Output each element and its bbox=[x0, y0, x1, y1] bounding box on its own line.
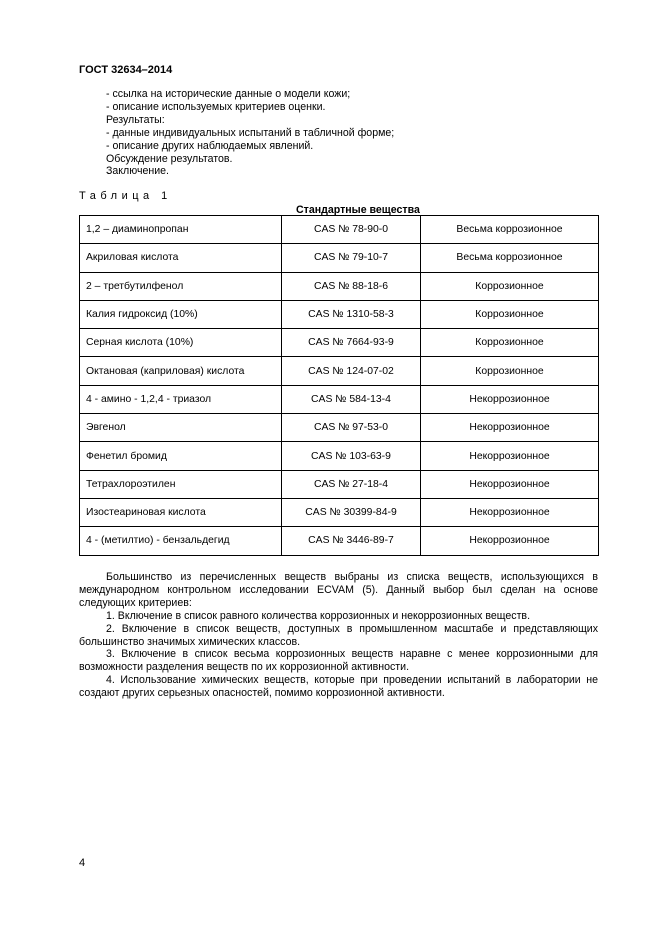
corrosivity-class: Коррозионное bbox=[421, 357, 599, 385]
table-row bbox=[80, 498, 599, 526]
table-row bbox=[80, 470, 599, 498]
table-row bbox=[80, 357, 599, 385]
corrosivity-class: Некоррозионное bbox=[421, 442, 599, 470]
selection-criteria-text bbox=[79, 571, 598, 700]
corrosivity-class: Некоррозионное bbox=[421, 385, 599, 413]
corrosivity-class: Некоррозионное bbox=[421, 527, 599, 555]
corrosivity-class: Некоррозионное bbox=[421, 498, 599, 526]
cas-number: CAS № 3446-89-7 bbox=[282, 527, 421, 555]
cas-number: CAS № 124-07-02 bbox=[282, 357, 421, 385]
cas-number: CAS № 27-18-4 bbox=[282, 470, 421, 498]
paragraph: Большинство из перечисленных веществ выбраны из списка веществ, использующихся в международном контрольном исследовании ECVAM (5). Данный выбор был сделан на основе следующих критериев: bbox=[79, 571, 598, 609]
list-item: - описание других наблюдаемых явлений. bbox=[106, 139, 314, 152]
substance-name: Серная кислота (10%) bbox=[80, 329, 282, 357]
corrosivity-class: Некоррозионное bbox=[421, 414, 599, 442]
substance-name: Эвгенол bbox=[80, 414, 282, 442]
table-row bbox=[80, 527, 599, 555]
table-row bbox=[80, 300, 599, 328]
table-row bbox=[80, 216, 599, 244]
list-item: Заключение. bbox=[106, 165, 169, 178]
corrosivity-class: Коррозионное bbox=[421, 272, 599, 300]
table-row bbox=[80, 329, 599, 357]
paragraph: 4. Использование химических веществ, которые при проведении испытаний в лаборатории не создают других серьезных опасностей, помимо коррозионной активности. bbox=[79, 674, 598, 700]
corrosivity-class: Коррозионное bbox=[421, 329, 599, 357]
cas-number: CAS № 1310-58-3 bbox=[282, 300, 421, 328]
table-row bbox=[80, 244, 599, 272]
substance-name: Октановая (каприловая) кислота bbox=[80, 357, 282, 385]
table-row bbox=[80, 385, 599, 413]
list-item: - описание используемых критериев оценки. bbox=[106, 100, 326, 113]
substance-name: Фенетил бромид bbox=[80, 442, 282, 470]
list-item: - данные индивидуальных испытаний в табличной форме; bbox=[106, 126, 395, 139]
substance-name: Акриловая кислота bbox=[80, 244, 282, 272]
table-row bbox=[80, 272, 599, 300]
cas-number: CAS № 79-10-7 bbox=[282, 244, 421, 272]
table-row bbox=[80, 414, 599, 442]
substance-name: Калия гидроксид (10%) bbox=[80, 300, 282, 328]
list-item: Результаты: bbox=[106, 113, 165, 126]
list-item: - ссылка на исторические данные о модели кожи; bbox=[106, 88, 351, 100]
substance-name: 2 – третбутилфенол bbox=[80, 272, 282, 300]
cas-number: CAS № 30399-84-9 bbox=[282, 498, 421, 526]
paragraph: 2. Включение в список веществ, доступных в промышленном масштабе и представляющих большинство значимых химических классов. bbox=[79, 622, 598, 648]
cas-number: CAS № 584-13-4 bbox=[282, 385, 421, 413]
substance-name: 1,2 – диаминопропан bbox=[80, 216, 282, 244]
reference-substances-table bbox=[79, 215, 599, 556]
document-code-header: ГОСТ 32634–2014 bbox=[79, 64, 173, 76]
page-number: 4 bbox=[79, 857, 86, 869]
cas-number: CAS № 88-18-6 bbox=[282, 272, 421, 300]
substance-name: 4 - (метилтио) - бензальдегид bbox=[80, 527, 282, 555]
corrosivity-class: Некоррозионное bbox=[421, 470, 599, 498]
substance-name: Изостеариновая кислота bbox=[80, 498, 282, 526]
table-caption: Стандартные вещества bbox=[296, 204, 420, 216]
corrosivity-class: Коррозионное bbox=[421, 300, 599, 328]
cas-number: CAS № 97-53-0 bbox=[282, 414, 421, 442]
list-item: Обсуждение результатов. bbox=[106, 152, 233, 165]
table-label: Таблица 1 bbox=[79, 190, 172, 202]
substance-name: Тетрахлороэтилен bbox=[80, 470, 282, 498]
table-row bbox=[80, 442, 599, 470]
cas-number: CAS № 7664-93-9 bbox=[282, 329, 421, 357]
paragraph: 3. Включение в список весьма коррозионных веществ наравне с менее коррозионными для возможности разделения веществ по их коррозионной активности. bbox=[79, 648, 598, 674]
cas-number: CAS № 103-63-9 bbox=[282, 442, 421, 470]
report-contents-list bbox=[106, 88, 586, 178]
substance-name: 4 - амино - 1,2,4 - триазол bbox=[80, 385, 282, 413]
cas-number: CAS № 78-90-0 bbox=[282, 216, 421, 244]
paragraph: 1. Включение в список равного количества коррозионных и некоррозионных веществ. bbox=[106, 609, 531, 622]
corrosivity-class: Весьма коррозионное bbox=[421, 216, 599, 244]
corrosivity-class: Весьма коррозионное bbox=[421, 244, 599, 272]
